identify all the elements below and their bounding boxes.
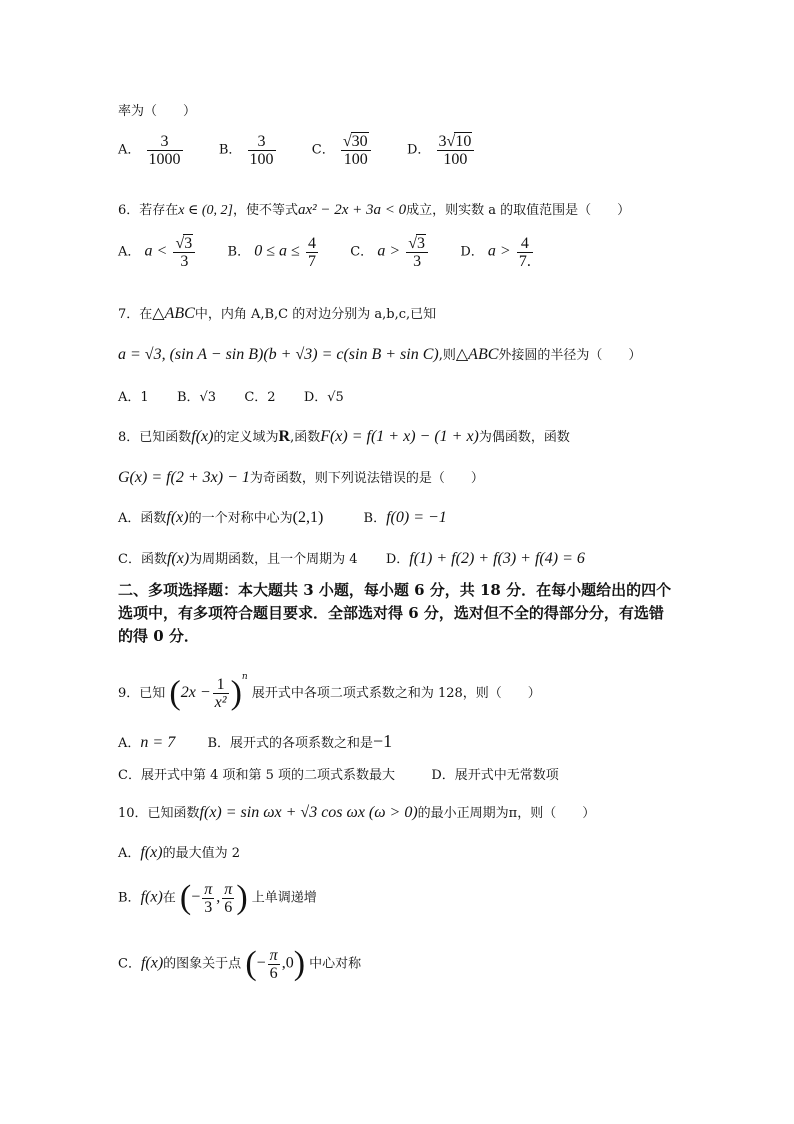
q5-option-b-fraction: $\frac{3}{100}$	[249, 132, 274, 168]
q8-stem-line1: 8．已知函数f(x)的定义域为R,函数F(x) = f(1 + x) − (1 + x)为偶函数，函数	[118, 428, 570, 445]
q7-option-b: B．√3	[176, 390, 217, 405]
q7-stem-line1: 7．在△ABC中，内角 A,B,C 的对边分别为 a,b,c,已知	[118, 305, 437, 322]
q8-stem-line2: G(x) = f(2 + 3x) − 1为奇函数，则下列说法错误的是（ ）	[118, 469, 484, 486]
q5-option-a-fraction: $\frac{3}{1000}$	[148, 132, 181, 168]
q5-option-c-label: C．	[311, 142, 335, 158]
q6-stem: 6．若存在x ∈ (0, 2]，使不等式ax² − 2x + 3a < 0成立，则实数 a 的取值范围是（ ）	[118, 202, 631, 218]
q9-options-cd: C．展开式中第 4 项和第 5 项的二项式系数最大 D．展开式中无常数项	[118, 768, 559, 783]
q10-option-a: A．f(x)的最大值为 2	[118, 844, 240, 861]
q6-option-a-fraction: $\frac{√3}{3}$	[173, 234, 195, 270]
q10-c-fraction: $\frac{\pi}{6}$	[269, 946, 278, 982]
q5-option-b-label: B．	[218, 142, 242, 158]
section-2-heading: 二、多项选择题：本大题共 3 小题，每小题 6 分，共 18 分．在每小题给出的四个选项中，有多项符合题目要求．全部选对得 6 分，选对但不全的得部分分，有选错的得 0 分．	[118, 581, 672, 645]
q10-b-right-fraction: $\frac{\pi}{6}$	[224, 880, 233, 916]
q5-tail: 率为（ ）	[118, 104, 197, 119]
q9-options-ab: A．n = 7 B．展开式的各项系数之和是−1	[118, 731, 393, 751]
q6-option-b-fraction: $\frac{4}{7}$	[307, 234, 316, 270]
q5-option-c-fraction: $\frac{√30}{100}$	[341, 132, 371, 168]
q7-condition: a = √3, (sin A − sin B)(b + √3) = c(sin B + sin C)	[118, 346, 439, 363]
q6-option-c-fraction: $\frac{√3}{3}$	[406, 234, 428, 270]
q5-option-d-fraction: $\frac{3√10}{100}$	[437, 132, 475, 168]
q6-option-d-fraction: $\frac{4}{7.}$	[518, 234, 531, 270]
q10-option-b: B．f(x)在 (− $\frac{\pi}{3}$ , $\frac{\pi}{6}$ ) 上单调递增	[118, 879, 317, 916]
q10-stem: 10．已知函数f(x) = sin ωx + √3 cos ωx (ω > 0)的最小正周期为π，则（ ）	[118, 804, 596, 821]
q6-inequality: ax² − 2x + 3a < 0	[297, 202, 407, 218]
q7-options	[118, 386, 344, 405]
q7-option-c: C．2	[244, 390, 276, 405]
q5-option-a-label: A．	[118, 142, 141, 158]
q7-option-d: D．√5	[303, 390, 344, 405]
q5-option-d-label: D．	[406, 142, 431, 158]
q5-options	[118, 132, 476, 168]
q9-fraction: $\frac{1}{\text{x²}}$	[214, 676, 227, 711]
q8-options-ab: A．函数f(x)的一个对称中心为(2,1) B．f(0) = −1	[118, 509, 447, 526]
q8-options-cd: C．函数f(x)为周期函数，且一个周期为 4 D．f(1) + f(2) + f(3) + f(4) = 6	[118, 550, 585, 567]
q7-stem-line2: a = √3, (sin A − sin B)(b + √3) = c(sin B + sin C),则△ABC外接圆的半径为（ ）	[118, 346, 642, 363]
q6-options: A． a < $\frac{√3}{3}$ B． 0 ≤ a ≤ $\frac{4}{7}$ C． a > $\frac{√3}{3}$ D． a > $\frac{4}{7.}$	[118, 234, 531, 270]
q10-option-c: C．f(x)的图象关于点 (− $\frac{\pi}{6}$ ,0) 中心对称	[118, 945, 362, 982]
q7-option-a: A．1	[118, 390, 149, 405]
q9-stem: 9．已知 (2x − $\frac{1}{\text{x²}}$ )$^n$ 展开式中各项二项式系数之和为 128，则（ ）	[118, 672, 541, 712]
q6-condition: x ∈ (0, 2]	[178, 203, 233, 218]
q10-b-left-fraction: $\frac{\pi}{3}$	[204, 880, 213, 916]
